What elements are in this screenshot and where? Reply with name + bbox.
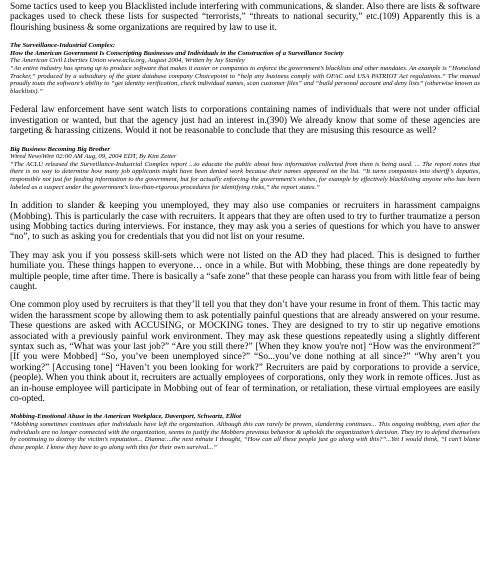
citation-title: Mobbing-Emotional Abuse in the American Workplace, Davenport, Schwartz, Elliot [10,413,241,421]
paragraph-recruiters-mobbing: In addition to slander & keeping you unemployed, they may also use companies or recruiters in harassment campaigns (Mobbing). This is particularly the case with recruiters. It appears that they are often used to try to further traumatize a person using Mobbing tactics during interviews. For instance, they may ask you a series of questions for which you have to answer “no”, to such as asking you for credentials that you did not list on your resume. [10,201,480,243]
citation-quote: “The ACLU released the Surveillance-Industrial Complex report ...to educate the public about how information collected from them is being used. ... The report notes that there is no way to determine how many job applicants might have been denied work because their names appeared on the list. “It turns companies into sheriff’s deputies, responsible not just for feeding information to the government, but for actually enforcing the government’s wishes, for example by effectively blacklisting anyone who has been labeled as a suspect under the government’s less-than-rigorous procedures for identifying risks,” the report states.” [10,160,480,191]
citation-source: Wired NewsWire 02:00 AM Aug, 09, 2004 EDT, By Kim Zetter [10,153,177,161]
paragraph-blacklist-tactics: Some tactics used to keep you Blacklisted include interfering with communications, & slander. Also there are lists & software packages used to check these lists for suspected “terrorists,” “threats to national security,” etc.(109) Apparently this is a flourishing business & some organizations are required by law to use it. [10,2,480,33]
citation-source: The American Civil Liberties Union www.aclu.org, August 2004, Written by Jay Stanley [10,57,245,65]
citation-big-business [10,146,480,192]
citation-mobbing-emotional-abuse [10,413,480,451]
paragraph-watch-lists: Federal law enforcement have sent watch lists to corporations containing names of individuals that were not under official investigation or wanted, but that the agency just had an interest in.(390) We already know that some of these agencies are targeting & harassing citizens. Would it not be reasonable to conclude that they are misusing this resource as well? [10,105,480,137]
citation-title: Big Business Becoming Big Brother [10,145,110,153]
citation-subtitle: How the American Government Is Conscripting Businesses and Individuals in the Construction of a Surveillance Society [10,49,344,57]
citation-quote: “Mobbing sometimes continues after individuals have left the organization. Although this can rarely be proven, slandering continues... This ongoing mobbing, even after the individuals are no longer connected with the organization, seems to justify the Mobbers previous behavior & upholds the organization’s decision. They try to defend themselves by continuing to destroy the victim’s reputation... Dianna:...the next minute I thought, “How can all these people just go along with this?”...Yet I would think, “I can’t blame these people. I know they have to go along with this for their own survival...” [10,421,480,451]
paragraph-skill-sets: They may ask you if you possess skill-sets which were not listed on the AD they had placed. This is designed to further humiliate you. These things happen to everyone… once in a while. But with Mobbing, these things are done repeatedly by multiple people, time after time. There is basically a “safe zone” that these people can harass you from with little fear of being caught. [10,250,480,292]
citation-quote: “An entire industry has sprung up to produce software that makes it easier or companies to enforce the government’s blacklists and other mandates. An example is “Homeland Tracker,” produced by a subsidiary of the giant database company Choicepoint to “help any business comply with OFAC and USA PATRIOT Act regulations.” The manual proudly touts the software’s ability to “get identity verification, check individual names, scan customer files” and “build personal account and deny lists” (otherwise known as blacklists).” [10,65,480,95]
paragraph-recruiter-ploy: One common ploy used by recruiters is that they’ll tell you that they don’t have your resume in front of them. This tactic may widen the harassment scope by allowing them to ask potentially painful questions that are already answered on your resume. These questions are asked with ACCUSING, or MOCKING tones. They are designed to try to stir up negative emotions associated with a previously painful work environment. They may ask these questions repeatedly using a slightly different syntax such as, “What was your last job?” “Are you still there?” [When they know you're not] “How was the environment?” [If you were Mobbed] “So, you’ve been unemployed since?” “So...you’ve done nothing at all since?” “Why aren’t you working?” [Accusing tone] “Haven’t you been looking for work?” Recruiters are paid by corporations to provide a service, (people). When you think about it, recruiters are actually employees of corporations, only they work in remote offices. Just as an in-house employee will participate in Mobbing out of fear of termination, or retaliation, these virtual employees are easily co-opted. [10,300,480,405]
citation-title: The Surveillance-Industrial Complex: [10,42,116,50]
citation-surveillance-industrial-complex [10,42,480,95]
